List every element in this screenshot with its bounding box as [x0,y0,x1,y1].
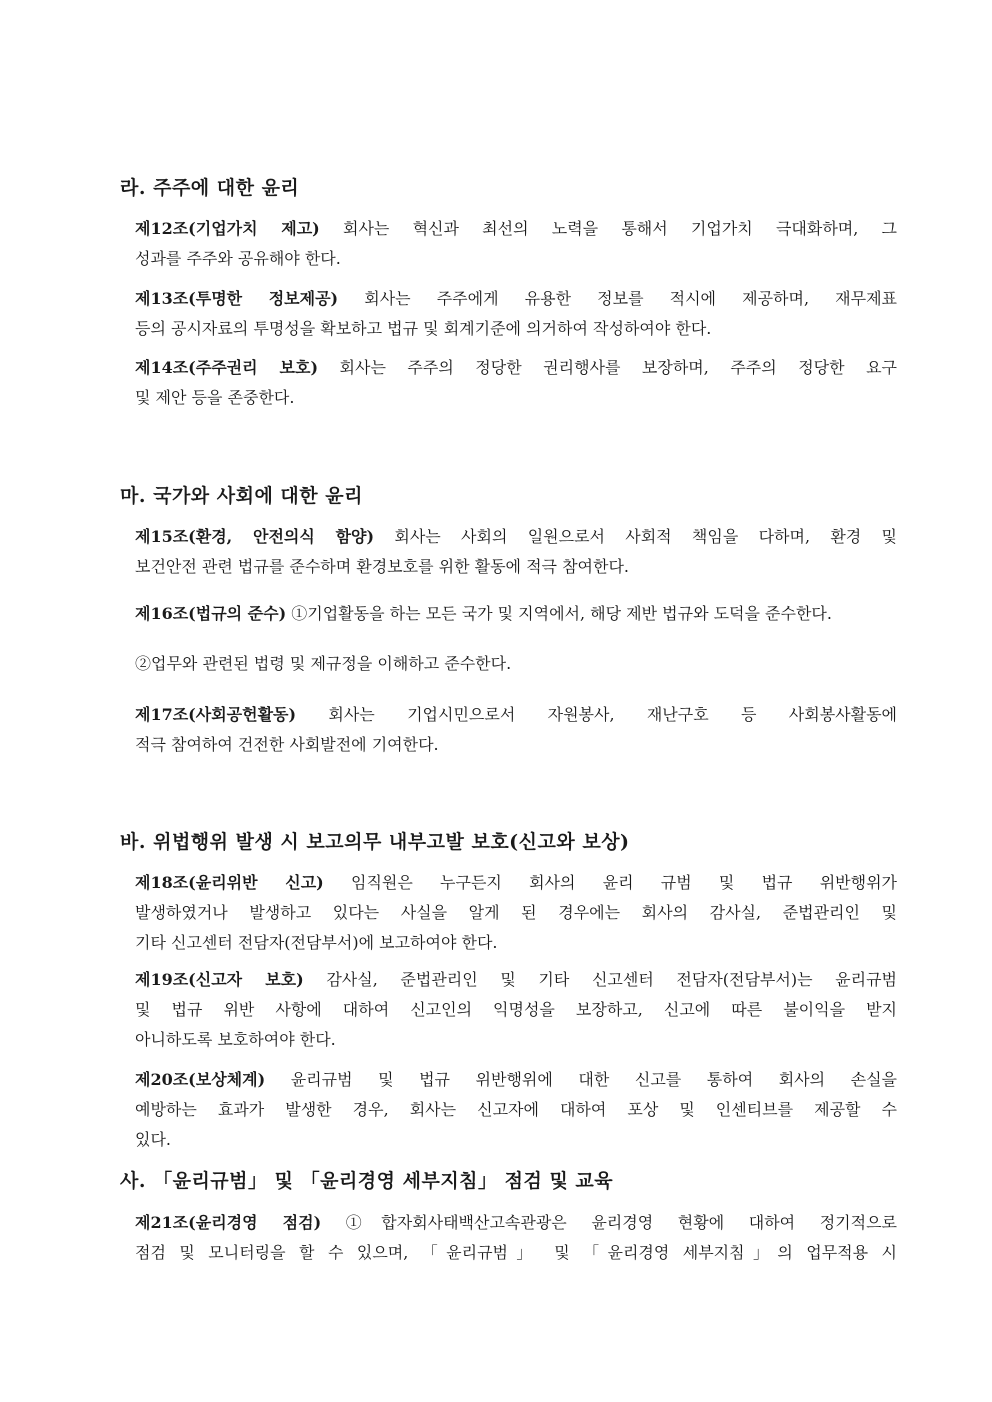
article-17-line1: 제17조(사회공헌활동) 회사는 기업시민으로서 자원봉사, 재난구호 등 사회봉사활동에 [135,705,897,724]
article-14-title: 제14조(주주권리 보호) [135,358,319,377]
section-heading-reporting: 바. 위법행위 발생 시 보고의무 내부고발 보호(신고와 보상) [120,831,630,853]
article-14-line1: 제14조(주주권리 보호) 회사는 주주의 정당한 권리행사를 보장하며, 주주의 정당한 요구 [135,358,897,377]
article-16 [135,599,897,629]
article-21 [135,1208,897,1268]
article-13-line2: 등의 공시자료의 투명성을 확보하고 법규 및 회계기준에 의거하여 작성하여야 한다. [135,319,712,338]
article-19-title: 제19조(신고자 보호) [135,970,304,989]
article-13 [135,284,897,344]
article-14 [135,353,897,413]
article-16-clause-2 [135,649,897,679]
article-19-line1: 제19조(신고자 보호) 감사실, 준법관리인 및 기타 신고센터 전담자(전담부서)는 윤리규범 [135,970,897,989]
article-17 [135,700,897,760]
article-18-line2: 발생하였거나 발생하고 있다는 사실을 알게 된 경우에는 회사의 감사실, 준법관리인 및 [135,903,897,922]
article-20 [135,1065,897,1155]
section-heading-inspection: 사. 「윤리규범」 및 「윤리경영 세부지침」 점검 및 교육 [120,1170,614,1192]
article-18-line3: 기타 신고센터 전담자(전담부서)에 보고하여야 한다. [135,933,498,952]
section-heading-society: 마. 국가와 사회에 대한 윤리 [120,485,363,507]
article-16-title: 제16조(법규의 준수) [135,604,287,623]
article-20-line2: 예방하는 효과가 발생한 경우, 회사는 신고자에 대하여 포상 및 인센티브를 제공할 수 [135,1100,897,1119]
article-19 [135,965,897,1055]
article-19-line3: 아니하도록 보호하여야 한다. [135,1030,336,1049]
article-12 [135,214,897,274]
article-19-line2: 및 법규 위반 사항에 대하여 신고인의 익명성을 보장하고, 신고에 따른 불이익을 받지 [135,1000,897,1019]
article-16-clause-2-line: ②업무와 관련된 법령 및 제규정을 이해하고 준수한다. [135,654,512,673]
article-20-line3: 있다. [135,1130,171,1149]
section-heading-shareholders: 라. 주주에 대한 윤리 [120,177,300,199]
article-12-title: 제12조(기업가치 제고) [135,219,320,238]
article-18-line1: 제18조(윤리위반 신고) 임직원은 누구든지 회사의 윤리 규범 및 법규 위반행위가 [135,873,897,892]
article-21-title: 제21조(윤리경영 점검) [135,1213,322,1232]
article-17-title: 제17조(사회공헌활동) [135,705,297,724]
article-21-line1: 제21조(윤리경영 점검) ①합자회사태백산고속관광은 윤리경영 현황에 대하여 정기적으로 [135,1213,898,1232]
article-15-line1: 제15조(환경, 안전의식 함양) 회사는 사회의 일원으로서 사회적 책임을 다하며, 환경 및 [135,527,897,546]
article-12-line2: 성과를 주주와 공유해야 한다. [135,249,341,268]
article-15 [135,522,897,582]
article-17-line2: 적극 참여하여 건전한 사회발전에 기여한다. [135,735,439,754]
article-18 [135,868,897,958]
article-18-title: 제18조(윤리위반 신고) [135,873,324,892]
article-13-title: 제13조(투명한 정보제공) [135,289,339,308]
article-15-title: 제15조(환경, 안전의식 함양) [135,527,375,546]
article-16-line1: 제16조(법규의 준수) ①기업활동을 하는 모든 국가 및 지역에서, 해당 제반 법규와 도덕을 준수한다. [135,604,832,623]
article-20-line1: 제20조(보상체계) 윤리규범 및 법규 위반행위에 대한 신고를 통하여 회사의 손실을 [135,1070,897,1089]
article-14-line2: 및 제안 등을 존중한다. [135,388,295,407]
article-15-line2: 보건안전 관련 법규를 준수하며 환경보호를 위한 활동에 적극 참여한다. [135,557,629,576]
article-12-line1: 제12조(기업가치 제고) 회사는 혁신과 최선의 노력을 통해서 기업가치 극대화하며, 그 [135,219,897,238]
article-21-line2: 점검 및 모니터링을 할 수 있으며, 「윤리규범」 및 「윤리경영 세부지침」의 업무적용 시 [135,1243,897,1262]
article-13-line1: 제13조(투명한 정보제공) 회사는 주주에게 유용한 정보를 적시에 제공하며, 재무제표 [135,289,897,308]
article-20-title: 제20조(보상체계) [135,1070,266,1089]
